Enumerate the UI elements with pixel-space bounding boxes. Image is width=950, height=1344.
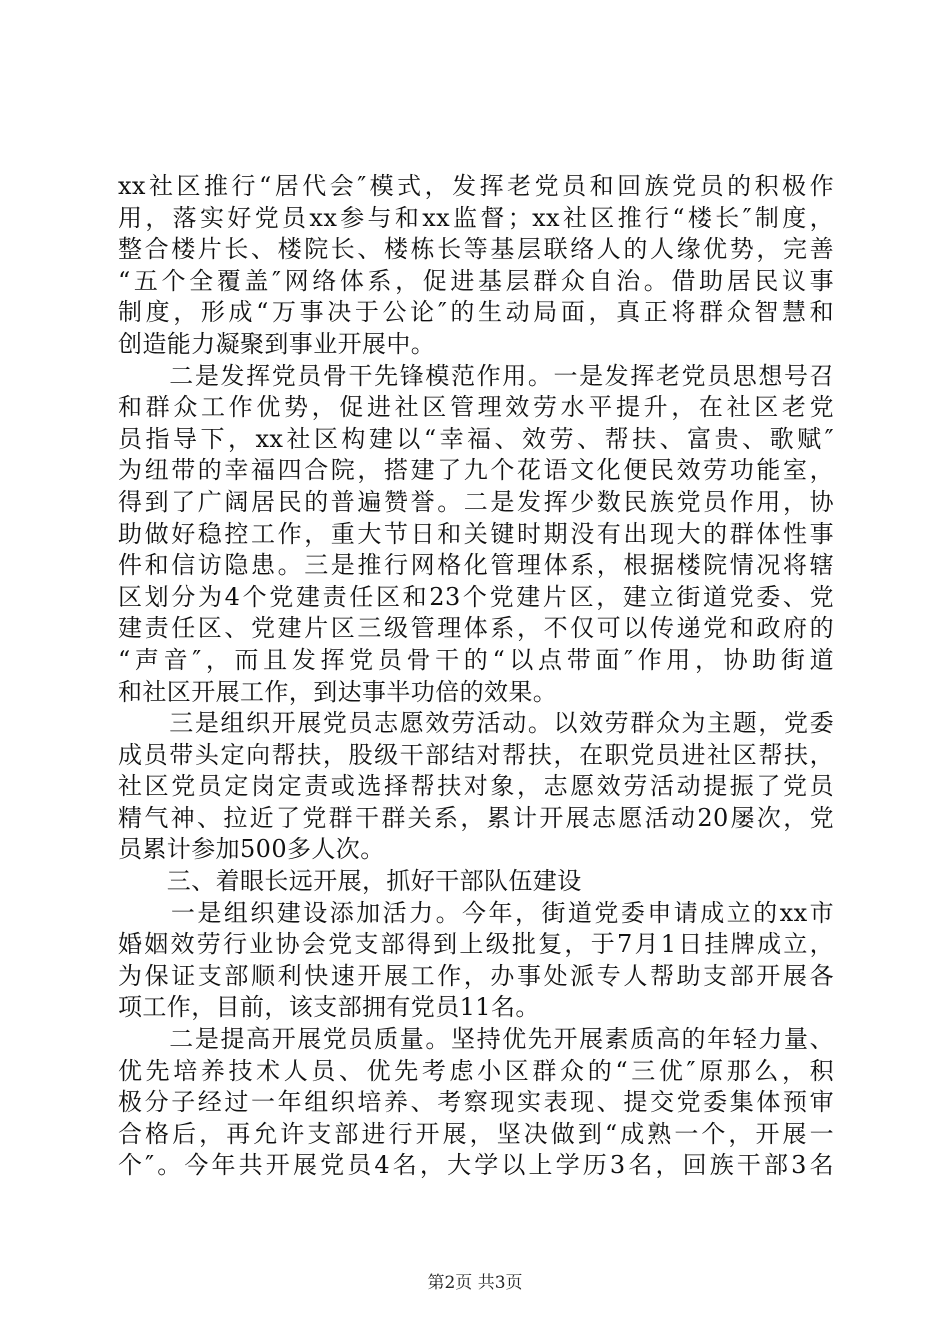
text-line: 优先培养技术人员、优先考虑小区群众的“三优″原那么，积 (118, 1056, 834, 1085)
text-line: 极分子经过一年组织培养、考察现实表现、提交党委集体预审 (118, 1088, 834, 1117)
text-line: 用，落实好党员xx参与和xx监督；xx社区推行“楼长″制度， (118, 203, 834, 232)
text-line: 社区党员定岗定责或选择帮扶对象，志愿效劳活动提振了党员 (118, 772, 834, 801)
text-line: 合格后，再允许支部进行开展，坚决做到“成熟一个，开展一 (118, 1119, 834, 1148)
text-line: 二是提高开展党员质量。坚持优先开展素质高的年轻力量、 (118, 1025, 834, 1054)
text-line: 整合楼片长、楼院长、楼栋长等基层联络人的人缘优势，完善 (118, 235, 834, 264)
text-line: 制度，形成“万事决于公论″的生动局面，真正将群众智慧和 (118, 298, 834, 327)
text-line: “声音″，而且发挥党员骨干的“以点带面″作用，协助街道 (118, 645, 834, 674)
body-text (118, 171, 834, 1182)
text-line: 个″。今年共开展党员4名，大学以上学历3名，回族干部3名 (118, 1151, 834, 1180)
text-line: 得到了广阔居民的普遍赞誉。二是发挥少数民族党员作用，协 (118, 487, 834, 516)
text-line: 三、着眼长远开展，抓好干部队伍建设 (118, 867, 582, 896)
text-line: 为保证支部顺利快速开展工作，办事处派专人帮助支部开展各 (118, 961, 834, 990)
text-line: 区划分为4个党建责任区和23个党建片区，建立街道党委、党 (118, 582, 834, 611)
text-line: 三是组织开展党员志愿效劳活动。以效劳群众为主题，党委 (118, 709, 834, 738)
text-line: 创造能力凝聚到事业开展中。 (118, 329, 436, 358)
text-line: xx社区推行“居代会″模式，发挥老党员和回族党员的积极作 (118, 172, 834, 200)
text-line: 项工作，目前，该支部拥有党员11名。 (118, 993, 540, 1022)
text-line: 员累计参加500多人次。 (118, 835, 385, 864)
text-line: 一是组织建设添加活力。今年，街道党委申请成立的xx市 (118, 898, 834, 927)
text-line: 建责任区、党建片区三级管理体系，不仅可以传递党和政府的 (118, 614, 834, 643)
text-line: 和群众工作优势，促进社区管理效劳水平提升，在社区老党 (118, 393, 834, 422)
text-line: 助做好稳控工作，重大节日和关键时期没有出现大的群体性事 (118, 519, 834, 548)
page-footer: 第2页 共3页 (427, 1273, 523, 1293)
text-line: 为纽带的幸福四合院，搭建了九个花语文化便民效劳功能室， (118, 456, 834, 485)
text-line: 婚姻效劳行业协会党支部得到上级批复，于7月1日挂牌成立， (118, 930, 834, 959)
text-line: 成员带头定向帮扶，股级干部结对帮扶，在职党员进社区帮扶， (118, 740, 834, 769)
text-line: 二是发挥党员骨干先锋模范作用。一是发挥老党员思想号召 (118, 361, 834, 390)
text-line: 和社区开展工作，到达事半功倍的效果。 (118, 677, 558, 706)
text-line: “五个全覆盖″网络体系，促进基层群众自治。借助居民议事 (118, 266, 834, 295)
text-line: 员指导下，xx社区构建以“幸福、效劳、帮扶、富贵、歌赋″ (118, 424, 834, 453)
text-line: 精气神、拉近了党群干群关系，累计开展志愿活动20屡次，党 (118, 803, 834, 832)
text-line: 件和信访隐患。三是推行网格化管理体系，根据楼院情况将辖 (118, 551, 834, 580)
